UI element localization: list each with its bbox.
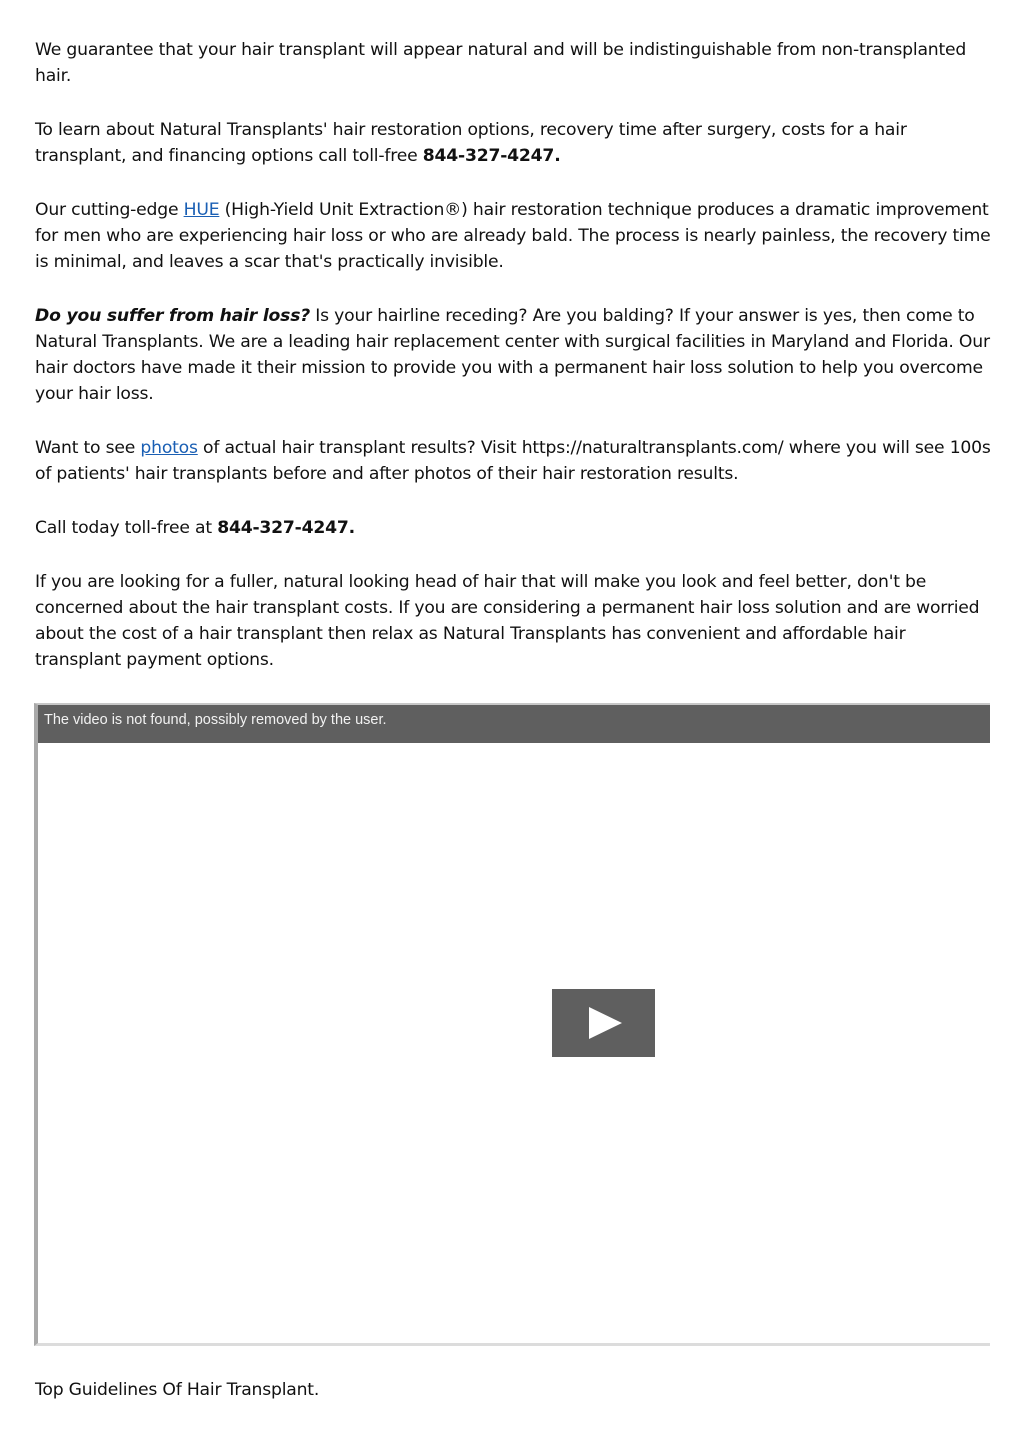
- hair-loss-question: Do you suffer from hair loss?: [35, 306, 310, 326]
- paragraph-photos: [35, 435, 993, 487]
- video-error-message: The video is not found, possibly removed by the user.: [44, 712, 387, 728]
- phone-number: 844-327-4247.: [422, 146, 561, 166]
- video-embed[interactable]: [34, 703, 990, 1346]
- paragraph-guarantee-text: We guarantee that your hair transplant will appear natural and will be indistinguishable from non-transplanted hair.: [35, 40, 967, 86]
- paragraph-hair-loss-text: Is your hairline receding? Are you balding? If your answer is yes, then come to Natural Transplants. We are a leading hair replacement center with surgical facilities in Maryland and Florida. Our hair doctors have made it their mission to provide you with a permanent hair loss solution to help you overcome your hair loss.: [35, 306, 990, 404]
- footer-heading: [35, 1377, 319, 1403]
- paragraph-photos-text: of actual hair transplant results? Visit https://naturaltransplants.com/ where you will see 100s of patients' hair transplants before and after photos of their hair restoration results.: [35, 438, 991, 484]
- video-error-bar: [38, 705, 990, 743]
- paragraph-costs-text: If you are looking for a fuller, natural looking head of hair that will make you look and feel better, don't be concerned about the hair transplant costs. If you are considering a permanent hair loss solution and are worried about the cost of a hair transplant then relax as Natural Transplants has convenient and affordable hair transplant payment options.: [35, 572, 980, 670]
- article-body: [35, 37, 993, 701]
- paragraph-costs: [35, 569, 993, 673]
- paragraph-hue-text: (High-Yield Unit Extraction®) hair restoration technique produces a dramatic improvement for men who are experiencing hair loss or who are already bald. The process is nearly painless, the recovery time is minimal, and leaves a scar that's practically invisible.: [35, 200, 991, 272]
- paragraph-photos-intro: Want to see: [35, 438, 141, 458]
- phone-number-2: 844-327-4247.: [217, 518, 355, 538]
- paragraph-call-today: [35, 515, 993, 541]
- footer-heading-text: Top Guidelines Of Hair Transplant.: [35, 1380, 320, 1400]
- paragraph-guarantee: [35, 37, 993, 89]
- photos-link[interactable]: photos: [140, 438, 198, 458]
- paragraph-hue-technique: [35, 197, 993, 275]
- paragraph-hue-intro: Our cutting-edge: [35, 200, 184, 220]
- play-button[interactable]: [552, 989, 655, 1057]
- hue-link[interactable]: HUE: [183, 200, 220, 220]
- paragraph-hair-loss: [35, 303, 993, 407]
- paragraph-learn-more: [35, 117, 993, 169]
- paragraph-call-today-text: Call today toll-free at: [35, 518, 218, 538]
- play-icon: [552, 989, 655, 1057]
- paragraph-learn-more-text: To learn about Natural Transplants' hair restoration options, recovery time after surgery, costs for a hair transplant, and financing options call toll-free: [35, 120, 907, 166]
